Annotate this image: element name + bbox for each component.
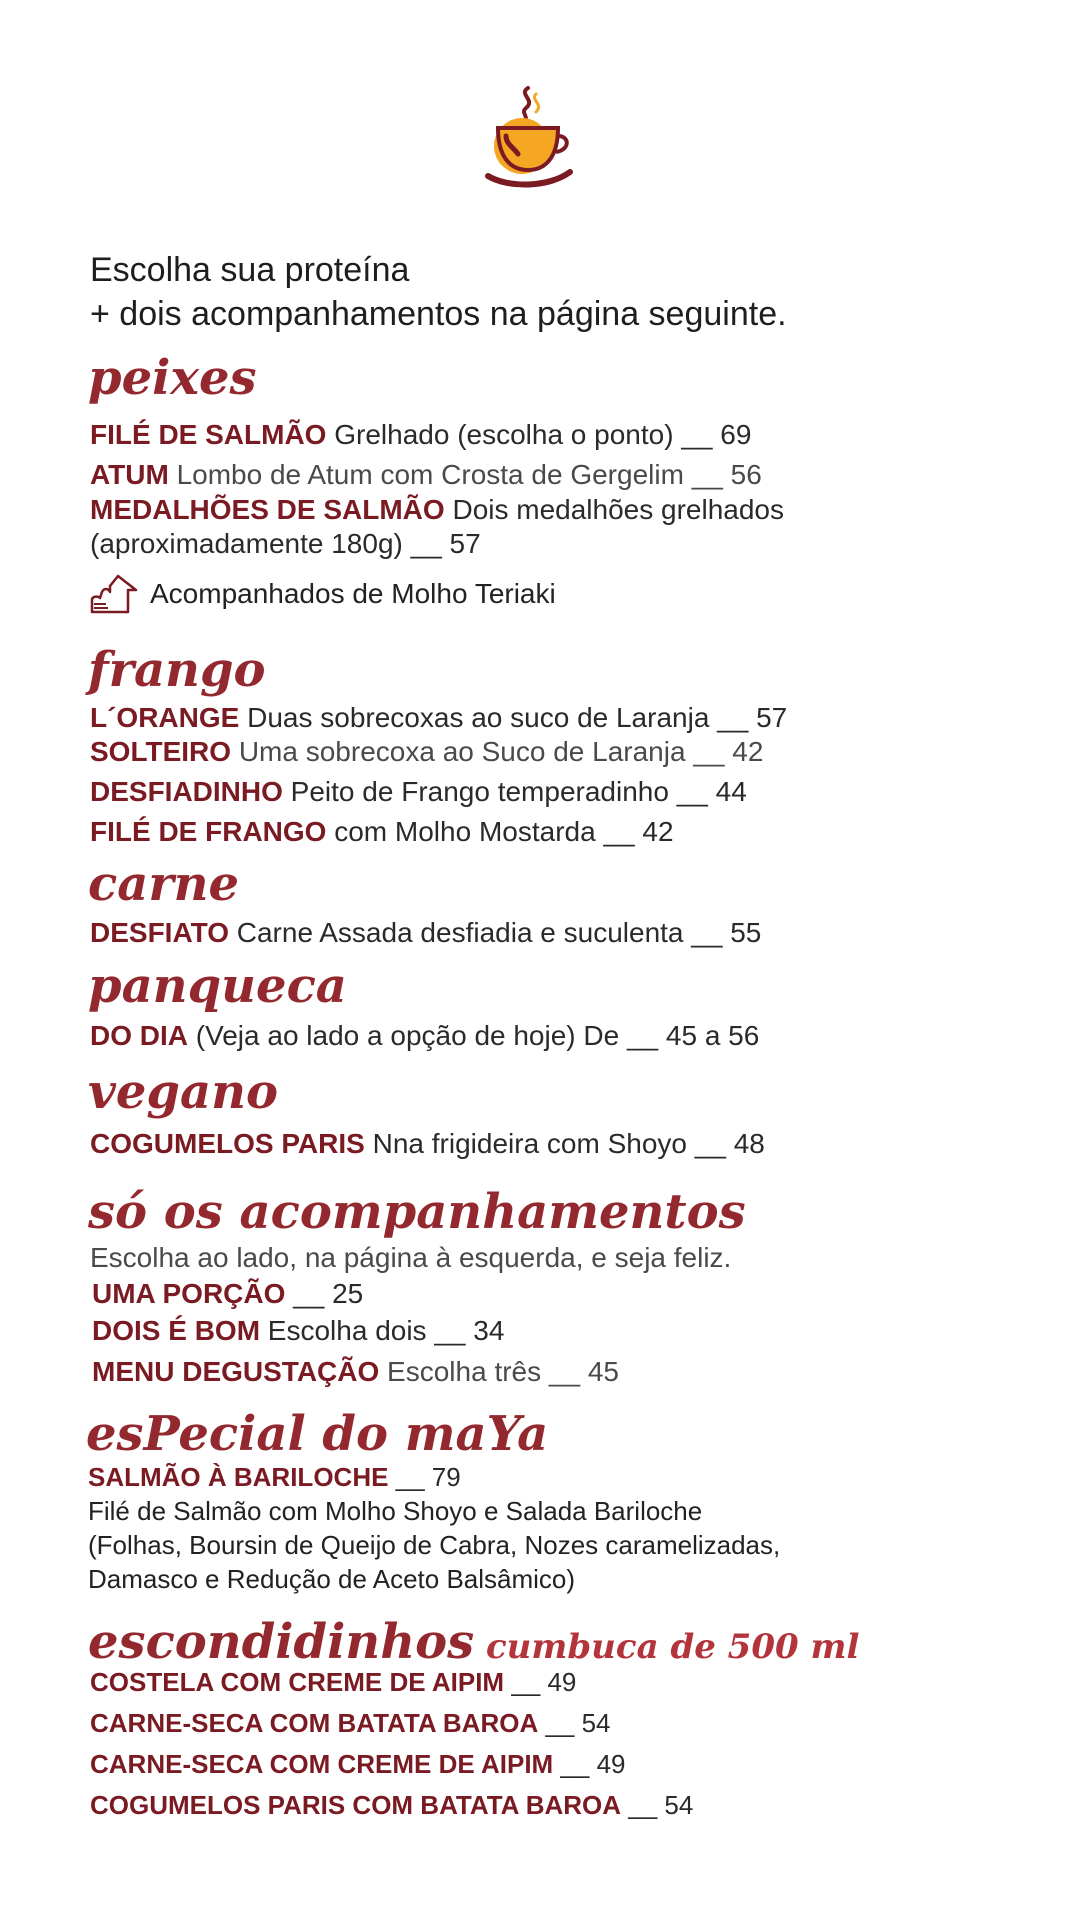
menu-item [90, 916, 761, 950]
special-description [88, 1494, 1008, 1596]
menu-item [90, 815, 674, 849]
menu-item [90, 1019, 759, 1053]
item-desc: (Veja ao lado a opção de hoje) De __ 45 a 56 [188, 1020, 760, 1051]
item-name: SOLTEIRO [90, 736, 232, 767]
section-subtitle: Escolha ao lado, na página à esquerda, e seja feliz. [90, 1242, 732, 1273]
menu-item [92, 1314, 504, 1348]
menu-item [90, 775, 747, 809]
section-title-carne: carne [88, 856, 240, 912]
section-title-frango: frango [88, 642, 266, 698]
item-name: L´ORANGE [90, 702, 240, 733]
item-name: ATUM [90, 459, 169, 490]
menu-item [90, 493, 990, 561]
item-name: FILÉ DE SALMÃO [90, 419, 327, 450]
item-name: DESFIATO [90, 917, 229, 948]
item-name: COGUMELOS PARIS COM BATATA BAROA [90, 1790, 622, 1820]
special-desc-line-1: Filé de Salmão com Molho Shoyo e Salada Bariloche [88, 1496, 703, 1526]
menu-item [92, 1277, 363, 1311]
menu-item [90, 1788, 693, 1822]
item-desc: Escolha dois __ 34 [260, 1315, 505, 1346]
menu-item [90, 1665, 576, 1699]
item-name: MENU DEGUSTAÇÃO [92, 1356, 380, 1387]
item-desc: __ 54 [621, 1790, 694, 1820]
item-name: MEDALHÕES DE SALMÃO [90, 494, 445, 525]
item-desc: Duas sobrecoxas ao suco de Laranja __ 57 [239, 702, 788, 733]
menu-item [92, 1355, 619, 1389]
item-desc: Dois medalhões grelhados (aproximadamente 180g) __ 57 [90, 494, 784, 559]
menu-item [88, 1460, 461, 1494]
item-desc: __ 49 [504, 1667, 577, 1697]
escondidinhos-subtitle: cumbuca de 500 ml [474, 1627, 860, 1667]
item-desc: Escolha três __ 45 [379, 1356, 619, 1387]
item-name: COSTELA COM CREME DE AIPIM [90, 1667, 505, 1697]
coffee-cup-icon [478, 84, 578, 196]
menu-item [90, 1747, 626, 1781]
item-desc: com Molho Mostarda __ 42 [326, 816, 674, 847]
item-name: DO DIA [90, 1020, 188, 1051]
item-desc: __ 79 [388, 1462, 461, 1492]
intro-line-1: Escolha sua proteína [90, 251, 410, 289]
item-name: DESFIADINHO [90, 776, 283, 807]
menu-item [90, 735, 763, 769]
item-name: SALMÃO À BARILOCHE [88, 1462, 389, 1492]
hand-pointing-icon [88, 572, 140, 616]
section-title-peixes: peixes [88, 350, 257, 406]
escondidinhos-title: escondidinhos [88, 1614, 475, 1670]
item-desc: Nna frigideira com Shoyo __ 48 [364, 1128, 765, 1159]
special-desc-line-3: Damasco e Redução de Aceto Balsâmico) [88, 1564, 576, 1594]
item-name: DOIS É BOM [92, 1315, 261, 1346]
menu-item [90, 701, 787, 735]
section-title-panqueca: panqueca [88, 958, 347, 1014]
menu-item [90, 1127, 765, 1161]
item-desc: Grelhado (escolha o ponto) __ 69 [326, 419, 752, 450]
sauce-note [88, 572, 556, 616]
item-desc: __ 54 [538, 1708, 611, 1738]
item-name: CARNE-SECA COM BATATA BAROA [90, 1708, 539, 1738]
item-name: CARNE-SECA COM CREME DE AIPIM [90, 1749, 554, 1779]
item-desc: Peito de Frango temperadinho __ 44 [282, 776, 747, 807]
menu-item [90, 1706, 611, 1740]
item-desc: Lombo de Atum com Crosta de Gergelim __ 56 [168, 459, 762, 490]
menu-item [90, 418, 751, 452]
intro-line-2: + dois acompanhamentos na página seguinte. [90, 295, 787, 333]
item-desc: Carne Assada desfiadia e suculenta __ 55 [228, 917, 762, 948]
item-name: UMA PORÇÃO [92, 1278, 286, 1309]
item-name: FILÉ DE FRANGO [90, 816, 327, 847]
special-desc-line-2: (Folhas, Boursin de Queijo de Cabra, Nozes caramelizadas, [88, 1530, 781, 1560]
item-desc: Uma sobrecoxa ao Suco de Laranja __ 42 [231, 736, 764, 767]
item-desc: __ 49 [553, 1749, 626, 1779]
section-title-especial: esPecial do maYa [86, 1406, 549, 1462]
sauce-note-text: Acompanhados de Molho Teriaki [150, 578, 556, 609]
section-title-acompanhamentos: só os acompanhamentos [88, 1184, 746, 1240]
section-title-vegano: vegano [88, 1064, 279, 1120]
item-name: COGUMELOS PARIS [90, 1128, 365, 1159]
item-desc: __ 25 [285, 1278, 364, 1309]
menu-item [90, 458, 762, 492]
intro-text [90, 248, 787, 336]
